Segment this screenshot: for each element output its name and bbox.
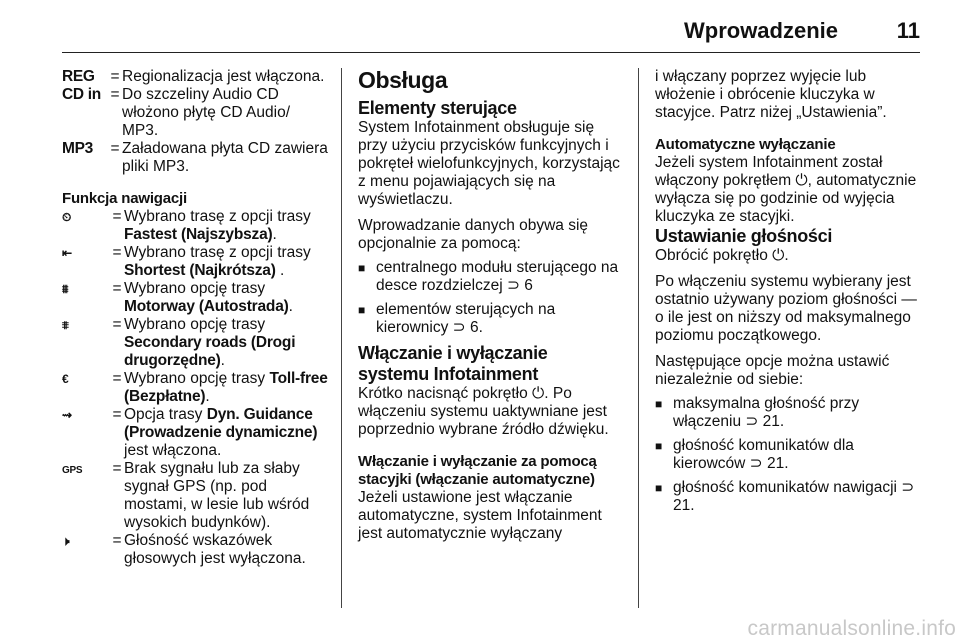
definition-row: [62, 68, 330, 86]
definition-text: Wybrano trasę z opcji trasy Fastest (Najszybsza).: [124, 208, 311, 243]
definition-row: [62, 244, 330, 280]
paragraph: Następujące opcje można ustawić niezależnie od siebie:: [655, 353, 890, 388]
equals-sign: =: [112, 406, 122, 423]
equals-sign: =: [110, 86, 120, 103]
equals-sign: =: [112, 460, 122, 477]
equals-sign: =: [112, 208, 122, 225]
definition-row: [62, 280, 330, 316]
controls-title: Elementy sterujące: [358, 98, 517, 118]
voice-mute-icon: 🕨: [62, 534, 70, 548]
paragraph: Obrócić pokrętło ⏻.: [655, 247, 789, 264]
bullet-list: [358, 259, 622, 337]
definition-row: [62, 370, 330, 406]
nav-definitions: [62, 208, 330, 568]
column-1: [62, 68, 330, 568]
definition-term: REG: [62, 68, 95, 85]
list-item: ■ głośność komunikatów nawigacji ⊃ 21.: [655, 479, 920, 515]
definition-row: [62, 460, 330, 532]
equals-sign: =: [112, 280, 122, 297]
list-item: ■ elementów sterujących na kierownicy ⊃ 6.: [358, 301, 622, 337]
list-item: ■ centralnego modułu sterującego na desce rozdzielczej ⊃ 6: [358, 259, 622, 295]
definition-row: [62, 406, 330, 460]
column-divider: [638, 68, 639, 608]
auto-heading: Włączanie i wyłączanie za pomocą stacyjki (włączanie automatyczne): [358, 453, 597, 488]
definition-text: Wybrano opcję trasy Toll-free (Bezpłatne).: [124, 370, 328, 405]
definition-row: [62, 86, 330, 140]
column-3: [655, 68, 920, 521]
paragraph: Jeżeli ustawione jest włączanie automatyczne, system Infotainment jest automatycznie wyłączany: [358, 489, 602, 542]
definition-row: [62, 140, 330, 176]
equals-sign: =: [110, 68, 120, 85]
onoff-title: Włączanie i wyłączanie systemu Infotainment: [358, 343, 548, 384]
page-header: [62, 14, 920, 53]
definition-text: Opcja trasy Dyn. Guidance (Prowadzenie dynamiczne) jest włączona.: [124, 406, 318, 459]
list-item: ■ głośność komunikatów dla kierowców ⊃ 21.: [655, 437, 920, 473]
definition-text: Wybrano opcję trasy Motorway (Autostrada).: [124, 280, 293, 315]
definition-row: [62, 316, 330, 370]
paragraph: i włączany poprzez wyjęcie lub włożenie i obrócenie kluczyka w stacyjce. Patrz niżej „Ustawienia”.: [655, 68, 887, 121]
page-number: 11: [896, 18, 920, 43]
paragraph: System Infotainment obsługuje się przy użyciu przycisków funkcyjnych i pokręteł wielofunkcyjnych, korzystając z menu pojawiających się na wyświetlaczu.: [358, 119, 620, 208]
column-divider: [341, 68, 342, 608]
definition-row: [62, 532, 330, 568]
autooff-heading: Automatyczne wyłączanie: [655, 136, 836, 153]
list-item: ■ maksymalna głośność przy włączeniu ⊃ 21.: [655, 395, 920, 431]
definition-row: [62, 208, 330, 244]
nav-heading: Funkcja nawigacji: [62, 190, 187, 207]
definition-term: MP3: [62, 140, 93, 157]
equals-sign: =: [110, 140, 120, 157]
definition-text: Do szczeliny Audio CD włożono płytę CD Audio/ MP3.: [122, 86, 291, 139]
definition-text: Regionalizacja jest włączona.: [122, 68, 325, 85]
definition-text: Wybrano opcję trasy Secondary roads (Drogi drugorzędne).: [124, 316, 296, 369]
toll-free-icon: €: [62, 372, 69, 386]
section-title: Obsługa: [358, 67, 448, 93]
definition-text: Załadowana płyta CD zawiera pliki MP3.: [122, 140, 328, 175]
definition-text: Wybrano trasę z opcji trasy Shortest (Najkrótsza) .: [124, 244, 311, 279]
status-definitions: [62, 68, 330, 176]
no-gps-icon: GPS: [62, 465, 83, 476]
page-title: Wprowadzenie: [683, 18, 838, 43]
fastest-route-icon: ⏲: [62, 210, 72, 224]
secondary-roads-icon: ⩨: [62, 318, 69, 332]
column-2: [358, 68, 622, 543]
definition-text: Głośność wskazówek głosowych jest wyłączona.: [124, 532, 306, 567]
motorway-icon: ⩩: [62, 282, 69, 296]
paragraph: Krótko nacisnąć pokrętło ⏻. Po włączeniu systemu uaktywniane jest poprzednio wybrane źródło dźwięku.: [358, 385, 609, 438]
volume-title: Ustawianie głośności: [655, 226, 833, 246]
definition-term: CD in: [62, 86, 101, 103]
equals-sign: =: [112, 244, 122, 261]
shortest-route-icon: ⇤: [62, 246, 72, 260]
equals-sign: =: [112, 532, 122, 549]
dynamic-guidance-icon: ⇝: [62, 408, 72, 422]
paragraph: Wprowadzanie danych obywa się opcjonalnie za pomocą:: [358, 217, 589, 252]
bullet-list: [655, 395, 920, 515]
paragraph: Jeżeli system Infotainment został włączony pokrętłem ⏻, automatycznie wyłącza się po godzinie od wyjęcia kluczyka ze stacyjki.: [655, 154, 917, 225]
equals-sign: =: [112, 370, 122, 387]
paragraph: Po włączeniu systemu wybierany jest ostatnio używany poziom głośności — o ile jest on niższy od maksymalnego poziomu początkowego.: [655, 273, 917, 344]
watermark: carmanualsonline.info: [747, 617, 956, 640]
definition-text: Brak sygnału lub za słaby sygnał GPS (np. pod mostami, w lesie lub wśród wysokich budynków).: [124, 460, 310, 531]
equals-sign: =: [112, 316, 122, 333]
